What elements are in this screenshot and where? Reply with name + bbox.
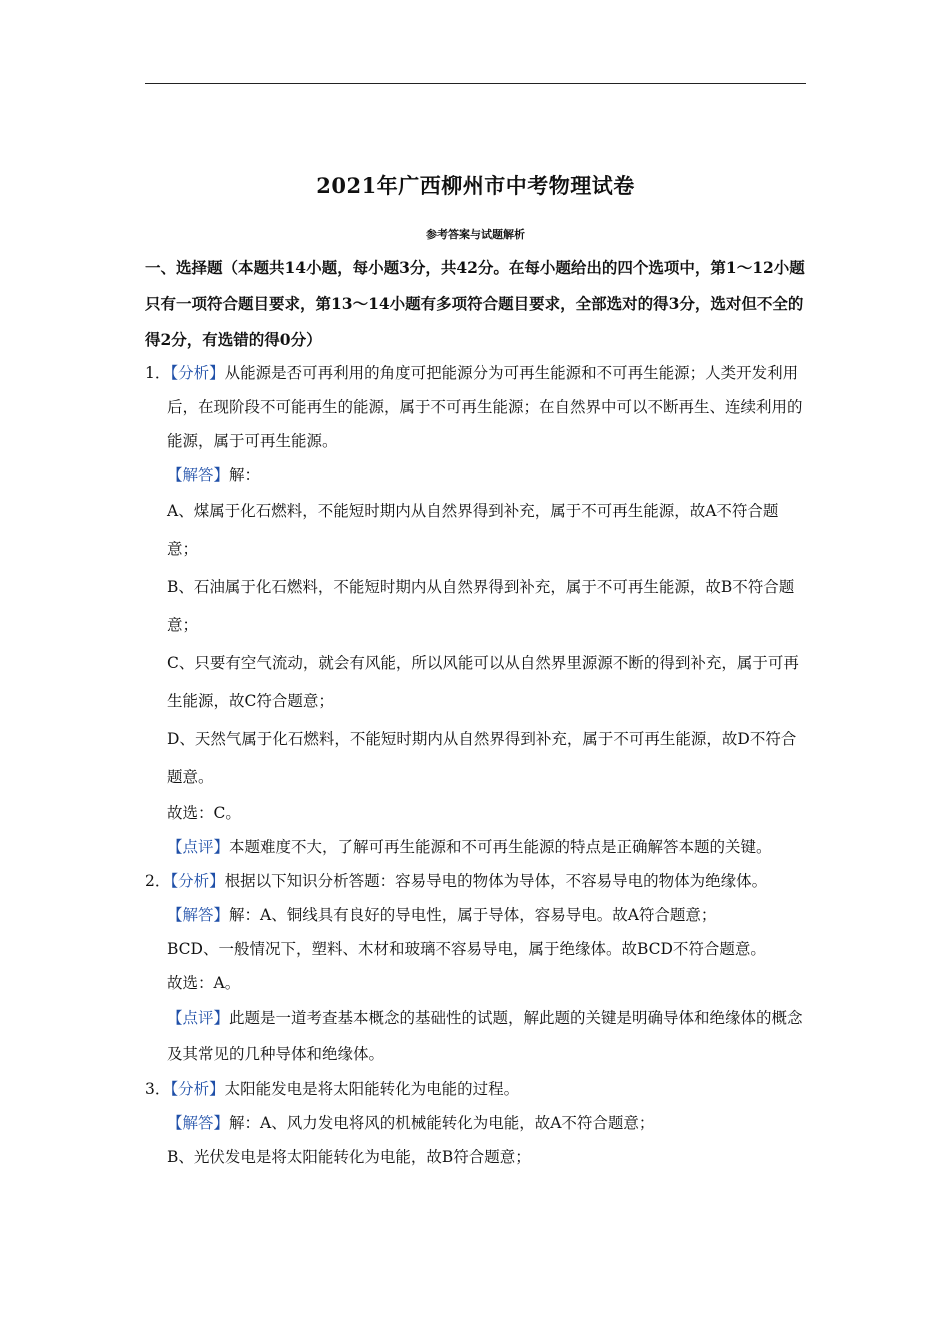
answer-text: 解：A、铜线具有良好的导电性，属于导体，容易导电。故A符合题意；	[229, 906, 717, 924]
page-title: 2021年广西柳州市中考物理试卷	[316, 173, 635, 198]
answer-text: 解：A、风力发电将风的机械能转化为电能，故A不符合题意；	[229, 1114, 655, 1132]
answer-text: 解：	[229, 466, 261, 484]
answer-tag: 【解答】	[167, 906, 230, 924]
question-2-answer	[145, 898, 806, 932]
analysis-text: 根据以下知识分析答题：容易导电的物体为导体，不容易导电的物体为绝缘体。	[224, 872, 768, 890]
question-number: 1．	[145, 364, 171, 382]
question-3-analysis	[145, 1072, 806, 1106]
section-heading: 一、选择题（本题共14小题，每小题3分，共42分。在每小题给出的四个选项中，第1～12小题只有一项符合题目要求，第13～14小题有多项符合题目要求，全部选对的得3分，选对但不全的得2分，有选错的得0分）	[145, 258, 805, 349]
comment-text: 本题难度不大，了解可再生能源和不可再生能源的特点是正确解答本题的关键。	[229, 838, 772, 856]
comment-tag: 【点评】	[167, 1009, 230, 1027]
answer-content	[145, 356, 806, 1174]
question-number: 2．	[145, 872, 171, 890]
question-1-analysis	[145, 356, 806, 458]
question-2-analysis	[145, 864, 806, 898]
option-b-text: B、石油属于化石燃料，不能短时期内从自然界得到补充，属于不可再生能源，故B不符合题意；	[167, 578, 795, 634]
option-b-text: B、光伏发电是将太阳能转化为电能，故B符合题意；	[167, 1148, 531, 1166]
comment-text: 此题是一道考查基本概念的基础性的试题，解此题的关键是明确导体和绝缘体的概念及其常见的几种导体和绝缘体。	[167, 1009, 803, 1063]
question-2-comment	[145, 1000, 806, 1072]
question-1-answer	[145, 458, 806, 492]
analysis-text: 太阳能发电是将太阳能转化为电能的过程。	[224, 1080, 520, 1098]
analysis-text: 从能源是否可再利用的角度可把能源分为可再生能源和不可再生能源；人类开发利用后，在现阶段不可能再生的能源，属于不可再生能源；在自然界中可以不断再生、连续利用的能源，属于可再生能源。	[167, 364, 803, 450]
option-a-text: A、煤属于化石燃料，不能短时期内从自然界得到补充，属于不可再生能源，故A不符合题意；	[167, 502, 779, 558]
option-bcd-text: BCD、一般情况下，塑料、木材和玻璃不容易导电，属于绝缘体。故BCD不符合题意。	[167, 940, 766, 958]
question-number: 3．	[145, 1080, 171, 1098]
option-c-text: C、只要有空气流动，就会有风能，所以风能可以从自然界里源源不断的得到补充，属于可再生能源，故C符合题意；	[167, 654, 799, 710]
choice-text: 故选：C。	[167, 804, 241, 822]
answer-tag: 【解答】	[167, 466, 230, 484]
option-d-text: D、天然气属于化石燃料，不能短时期内从自然界得到补充，属于不可再生能源，故D不符合题意。	[167, 730, 797, 786]
choice-text: 故选：A。	[167, 974, 241, 992]
question-3-answer	[145, 1106, 806, 1140]
comment-tag: 【点评】	[167, 838, 230, 856]
page-subtitle: 参考答案与试题解析	[426, 228, 525, 241]
analysis-tag: 【分析】	[170, 872, 225, 890]
answer-tag: 【解答】	[167, 1114, 230, 1132]
analysis-tag: 【分析】	[170, 364, 225, 382]
analysis-tag: 【分析】	[170, 1080, 225, 1098]
question-1-comment	[145, 830, 806, 864]
header-rule	[145, 83, 806, 84]
